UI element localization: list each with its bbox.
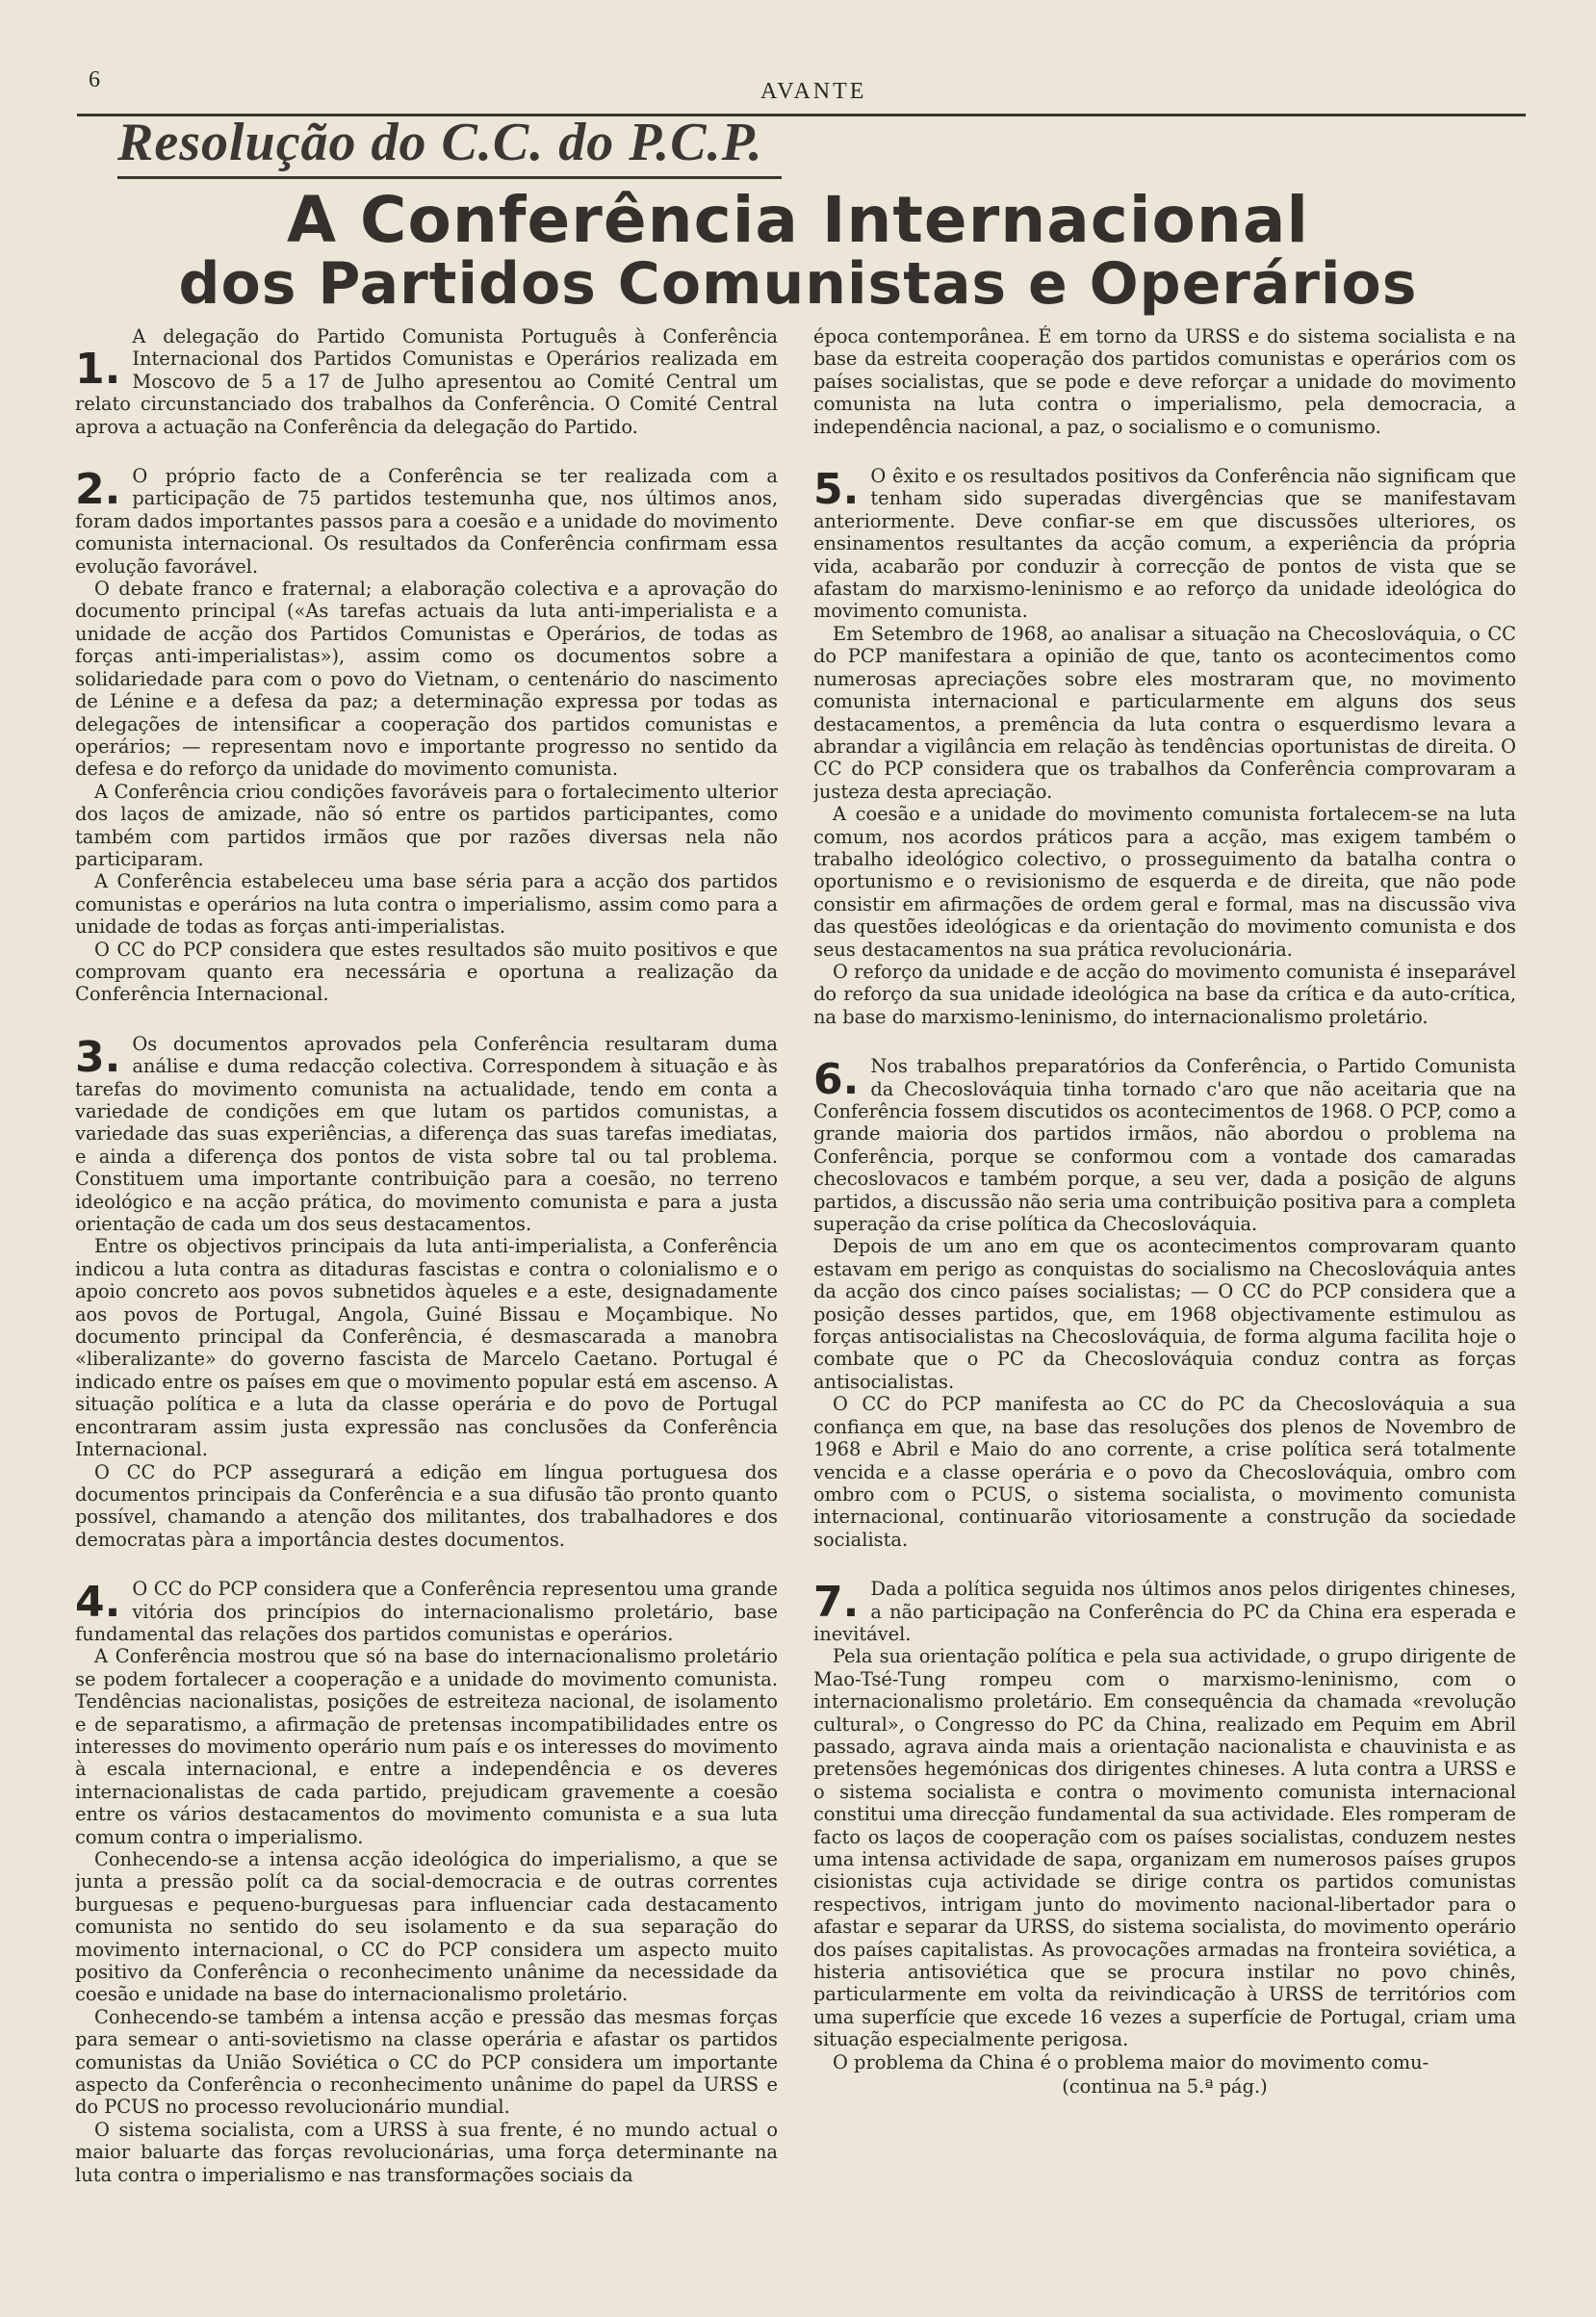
paragraph: Em Setembro de 1968, ao analisar a situação na Checoslováquia, o CC do PCP manifestara a opinião de que, tanto os acontecimentos como numerosas apreciações sobre eles mostraram que, no movimento comunista internacional e particularmente em alguns dos seus destacamentos, a premência da luta contra o esquerdismo levara a abrandar a vigilância em relação às tendências oportunistas de direita. O CC do PCP considera que os trabalhos da Conferência comprovaram a justeza desta apreciação.: [813, 622, 1516, 803]
section-6: [813, 1055, 1516, 1551]
section-number: 7.: [813, 1578, 860, 1628]
paragraph: Entre os objectivos principais da luta anti-imperialista, a Conferência indicou a luta contra as ditaduras fascistas e contra o colonialismo e o apoio concreto aos povos subnetidos àqueles e a este, designadamente aos povos de Portugal, Angola, Guiné Bissau e Moçambique. No documento principal da Conferência, é desmascarada a manobra «liberalizante» do governo fascista de Marcelo Caetano. Portugal é indicado entre os países em que o movimento popular está em ascenso. A situação política e a luta da classe operária e do povo de Portugal encontraram assim justa expressão nas conclusões da Conferência Internacional.: [75, 1235, 778, 1461]
paragraph: Depois de um ano em que os acontecimentos comprovaram quanto estavam em perigo as conquistas do socialismo na Checoslováquia antes da acção dos cinco países socialistas; — O CC do PCP considera que a posição desses partidos, que, em 1968 objectivamente estimulou as forças antisocialistas na Checoslováquia, de forma alguma facilita hoje o combate que o PC da Checoslováquia conduz contra as forças antisocialistas.: [813, 1235, 1516, 1393]
paragraph: Nos trabalhos preparatórios da Conferência, o Partido Comunista da Checoslováquia tinha tornado c'aro que não aceitaria que na Conferência fossem discutidos os acontecimentos de 1968. O PCP, como a grande maioria dos partidos irmãos, não abordou o problema na Conferência, porque se conformou com a vontade dos camaradas checoslovacos e também porque, a seu ver, dada a posição de alguns partidos, a discussão não seria uma contribuição positiva para a completa superação da crise política da Checoslováquia.: [813, 1055, 1516, 1236]
section-number: 4.: [75, 1578, 121, 1628]
continued-note: (continua na 5.ª pág.): [1062, 2075, 1268, 2098]
paragraph: O CC do PCP considera que a Conferência representou uma grande vitória dos princípios do internacionalismo proletário, base fundamental das relações dos partidos comunistas e operários.: [75, 1578, 778, 1645]
kicker-underline: [117, 176, 782, 179]
section-1: [75, 325, 778, 438]
section-number: 2.: [75, 465, 121, 515]
section-number: 5.: [813, 465, 860, 515]
paragraph: Pela sua orientação política e pela sua actividade, o grupo dirigente de Mao-Tsé-Tung rompeu com o marxismo-leninismo, com o internacionalismo proletário. Em consequência da chamada «revolução cultural», o Congresso do PC da China, realizado em Pequim em Abril passado, agrava ainda mais a orientação nacionalista e chauvinista e as pretensões hegemónicas dos dirigentes chineses. A luta contra a URSS e o sistema socialista e contra o movimento comunista internacional constitui uma direcção fundamental da sua actividade. Eles romperam de facto os laços de cooperação com os países socialistas, conduzem nestes uma intensa actividade de sapa, organizam em numerosos países grupos cisionistas cuja actividade se dirige contra os partidos comunistas respectivos, intrigam junto do movimento nacional-libertador para o afastar e separar da URSS, do sistema socialista, do movimento operário dos países capitalistas. As provocações armadas na fronteira soviética, a histeria antisoviética que se procura instilar no povo chinês, particularmente em volta da reivindicação à URSS de territórios com uma superfície que excede 16 vezes a superfície de Portugal, criam uma situação especialmente perigosa.: [813, 1645, 1516, 2051]
paragraph: A Conferência mostrou que só na base do internacionalismo proletário se podem fortalecer a cooperação e a unidade do movimento comunista. Tendências nacionalistas, posições de estreiteza nacional, de isolamento e de separatismo, a afirmação de pretensas incompatibilidades entre os interesses do movimento operário num país e os interesses do movimento à escala internacional, e entre a independência e os deveres internacionalistas de cada partido, prejudicam gravemente a coesão entre os vários destacamentos do movimento comunista e a sua luta comum contra o imperialismo.: [75, 1645, 778, 1848]
headline-line-1: A Conferência Internacional: [286, 183, 1310, 257]
paragraph-continued: época contemporânea. É em torno da URSS e do sistema socialista e na base da estreita cooperação dos partidos comunistas e operários com os países socialistas, que se pode e deve reforçar a unidade do movimento comunista na luta contra o imperialismo, pela democracia, a independência nacional, a paz, o socialismo e o comunismo.: [813, 325, 1516, 438]
paragraph: O reforço da unidade e de acção do movimento comunista é inseparável do reforço da sua unidade ideológica na base da crítica e da auto-crítica, na base do marxismo-leninismo, do internacionalismo proletário.: [813, 960, 1516, 1028]
section-7: [813, 1578, 1516, 2098]
paragraph: Os documentos aprovados pela Conferência resultaram duma análise e duma redacção colectiva. Correspondem à situação e às tarefas do movimento comunista na actualidade, tendo em conta a variedade de condições em que lutam os partidos comunistas, a variedade das suas experiências, a diferença das suas tarefas imediatas, e ainda a diferença dos pontos de vista sobre tal ou tal problema. Constituem uma importante contribuição para a coesão, no terreno ideológico e na acção prática, do movimento comunista e para a justa orientação de cada um dos seus destacamentos.: [75, 1032, 778, 1236]
paragraph: A delegação do Partido Comunista Português à Conferência Internacional dos Partidos Comunistas e Operários realizada em Moscovo de 5 a 17 de Julho apresentou ao Comité Central um relato circunstanciado dos trabalhos da Conferência. O Comité Central aprova a actuação na Conferência da delegação do Partido.: [75, 325, 778, 438]
paragraph: A Conferência estabeleceu uma base séria para a acção dos partidos comunistas e operários na luta contra o imperialismo, assim como para a unidade de todas as forças anti-imperialistas.: [75, 870, 778, 939]
kicker-title: Resolução do C.C. do P.C.P.: [117, 113, 763, 172]
right-column: [813, 325, 1516, 2279]
section-3: [75, 1033, 778, 1551]
paragraph: O êxito e os resultados positivos da Conferência não significam que tenham sido superadas divergências que se manifestavam anteriormente. Deve confiar-se em que discussões ulteriores, os ensinamentos resultantes da acção comum, a experiência da própria vida, acabarão por conduzir à correcção de pontos de vista que se afastam do marxismo-leninismo e ao reforço da unidade ideológica do movimento comunista.: [813, 465, 1516, 623]
paragraph: O CC do PCP considera que estes resultados são muito positivos e que comprovam quanto era necessária e oportuna a realização da Conferência Internacional.: [75, 938, 778, 1006]
paragraph: O CC do PCP manifesta ao CC do PC da Checoslováquia a sua confiança em que, na base das resoluções dos plenos de Novembro de 1968 e Abril e Maio do ano corrente, a crise política será totalmente vencida e a classe operária e o povo da Checoslováquia, ombro com ombro com o PCUS, o sistema socialista, o movimento comunista internacional, continuarão vitoriosamente a construção da sociedade socialista.: [813, 1393, 1516, 1551]
section-number: 1.: [75, 345, 121, 394]
section-5: [813, 465, 1516, 1028]
left-column: [75, 325, 778, 2279]
paragraph: Conhecendo-se também a intensa acção e pressão das mesmas forças para semear o anti-sovietismo na classe operária e afastar os partidos comunistas da União Soviética o CC do PCP considera um importante aspecto da Conferência o reconhecimento unânime do papel da URSS e do PCUS no processo revolucionário mundial.: [75, 2005, 778, 2119]
paragraph: O debate franco e fraternal; a elaboração colectiva e a aprovação do documento principal («As tarefas actuais da luta anti-imperialista e a unidade de acção dos Partidos Comunistas e Operários, de todas as forças anti-imperialistas»), assim como os documentos sobre a solidariedade para com o povo do Vietnam, o centenário do nascimento de Lénine e a defesa da paz; a determinação expressa por todas as delegações de intensificar a cooperação dos partidos comunistas e operários; — representam novo e importante progresso no sentido da defesa e do reforço da unidade do movimento comunista.: [75, 578, 778, 781]
headline-line-2: dos Partidos Comunistas e Operários: [178, 250, 1418, 318]
paragraph: Dada a política seguida nos últimos anos pelos dirigentes chineses, a não participação na Conferência do PC da China era esperada e inevitável.: [813, 1578, 1516, 1645]
page-number: 6: [89, 67, 100, 92]
section-number: 6.: [813, 1055, 860, 1105]
masthead: AVANTE: [760, 79, 867, 104]
paragraph: A coesão e a unidade do movimento comunista fortalecem-se na luta comum, nos acordos práticos para a acção, mas exigem também o trabalho ideológico colectivo, o prosseguimento da batalha contra o oportunismo e o revisionismo de esquerda e de direita, que não pode consistir em afirmações de ordem geral e formal, mas na discussão viva das questões ideológicas e da orientação do movimento comunista e dos seus destacamentos na sua prática revolucionária.: [813, 803, 1516, 961]
paragraph: Conhecendo-se a intensa acção ideológica do imperialismo, a que se junta a pressão polít ca da social-democracia e de outras correntes burguesas e pequeno-burguesas para influenciar cada destacamento comunista no sentido do seu isolamento e da sua separação do movimento internacional, o CC do PCP considera um aspecto muito positivo da Conferência o reconhecimento unânime da necessidade da coesão e unidade na base do internacionalismo proletário.: [75, 1848, 778, 2006]
section-4: [75, 1578, 778, 2186]
paragraph: O problema da China é o problema maior do movimento comu-: [833, 2050, 1429, 2073]
paragraph: O próprio facto de a Conferência se ter realizada com a participação de 75 partidos testemunha que, nos últimos anos, foram dados importantes passos para a coesão e a unidade do movimento comunista internacional. Os resultados da Conferência confirmam essa evolução favorável.: [75, 465, 778, 578]
paragraph: A Conferência criou condições favoráveis para o fortalecimento ulterior dos laços de amizade, não só entre os partidos participantes, como também com partidos irmãos que por razões diversas nela não participaram.: [75, 780, 778, 870]
section-2: [75, 465, 778, 1006]
section-number: 3.: [75, 1032, 121, 1082]
paragraph: O sistema socialista, com a URSS à sua frente, é no mundo actual o maior baluarte das forças revolucionárias, uma força determinante na luta contra o imperialismo e nas transformações sociais da: [75, 2118, 778, 2186]
paragraph: O CC do PCP assegurará a edição em língua portuguesa dos documentos principais da Conferência e a sua difusão tão pronto quanto possível, chamando a atenção dos militantes, dos trabalhadores e dos democratas pàra a importância destes documentos.: [75, 1460, 778, 1551]
